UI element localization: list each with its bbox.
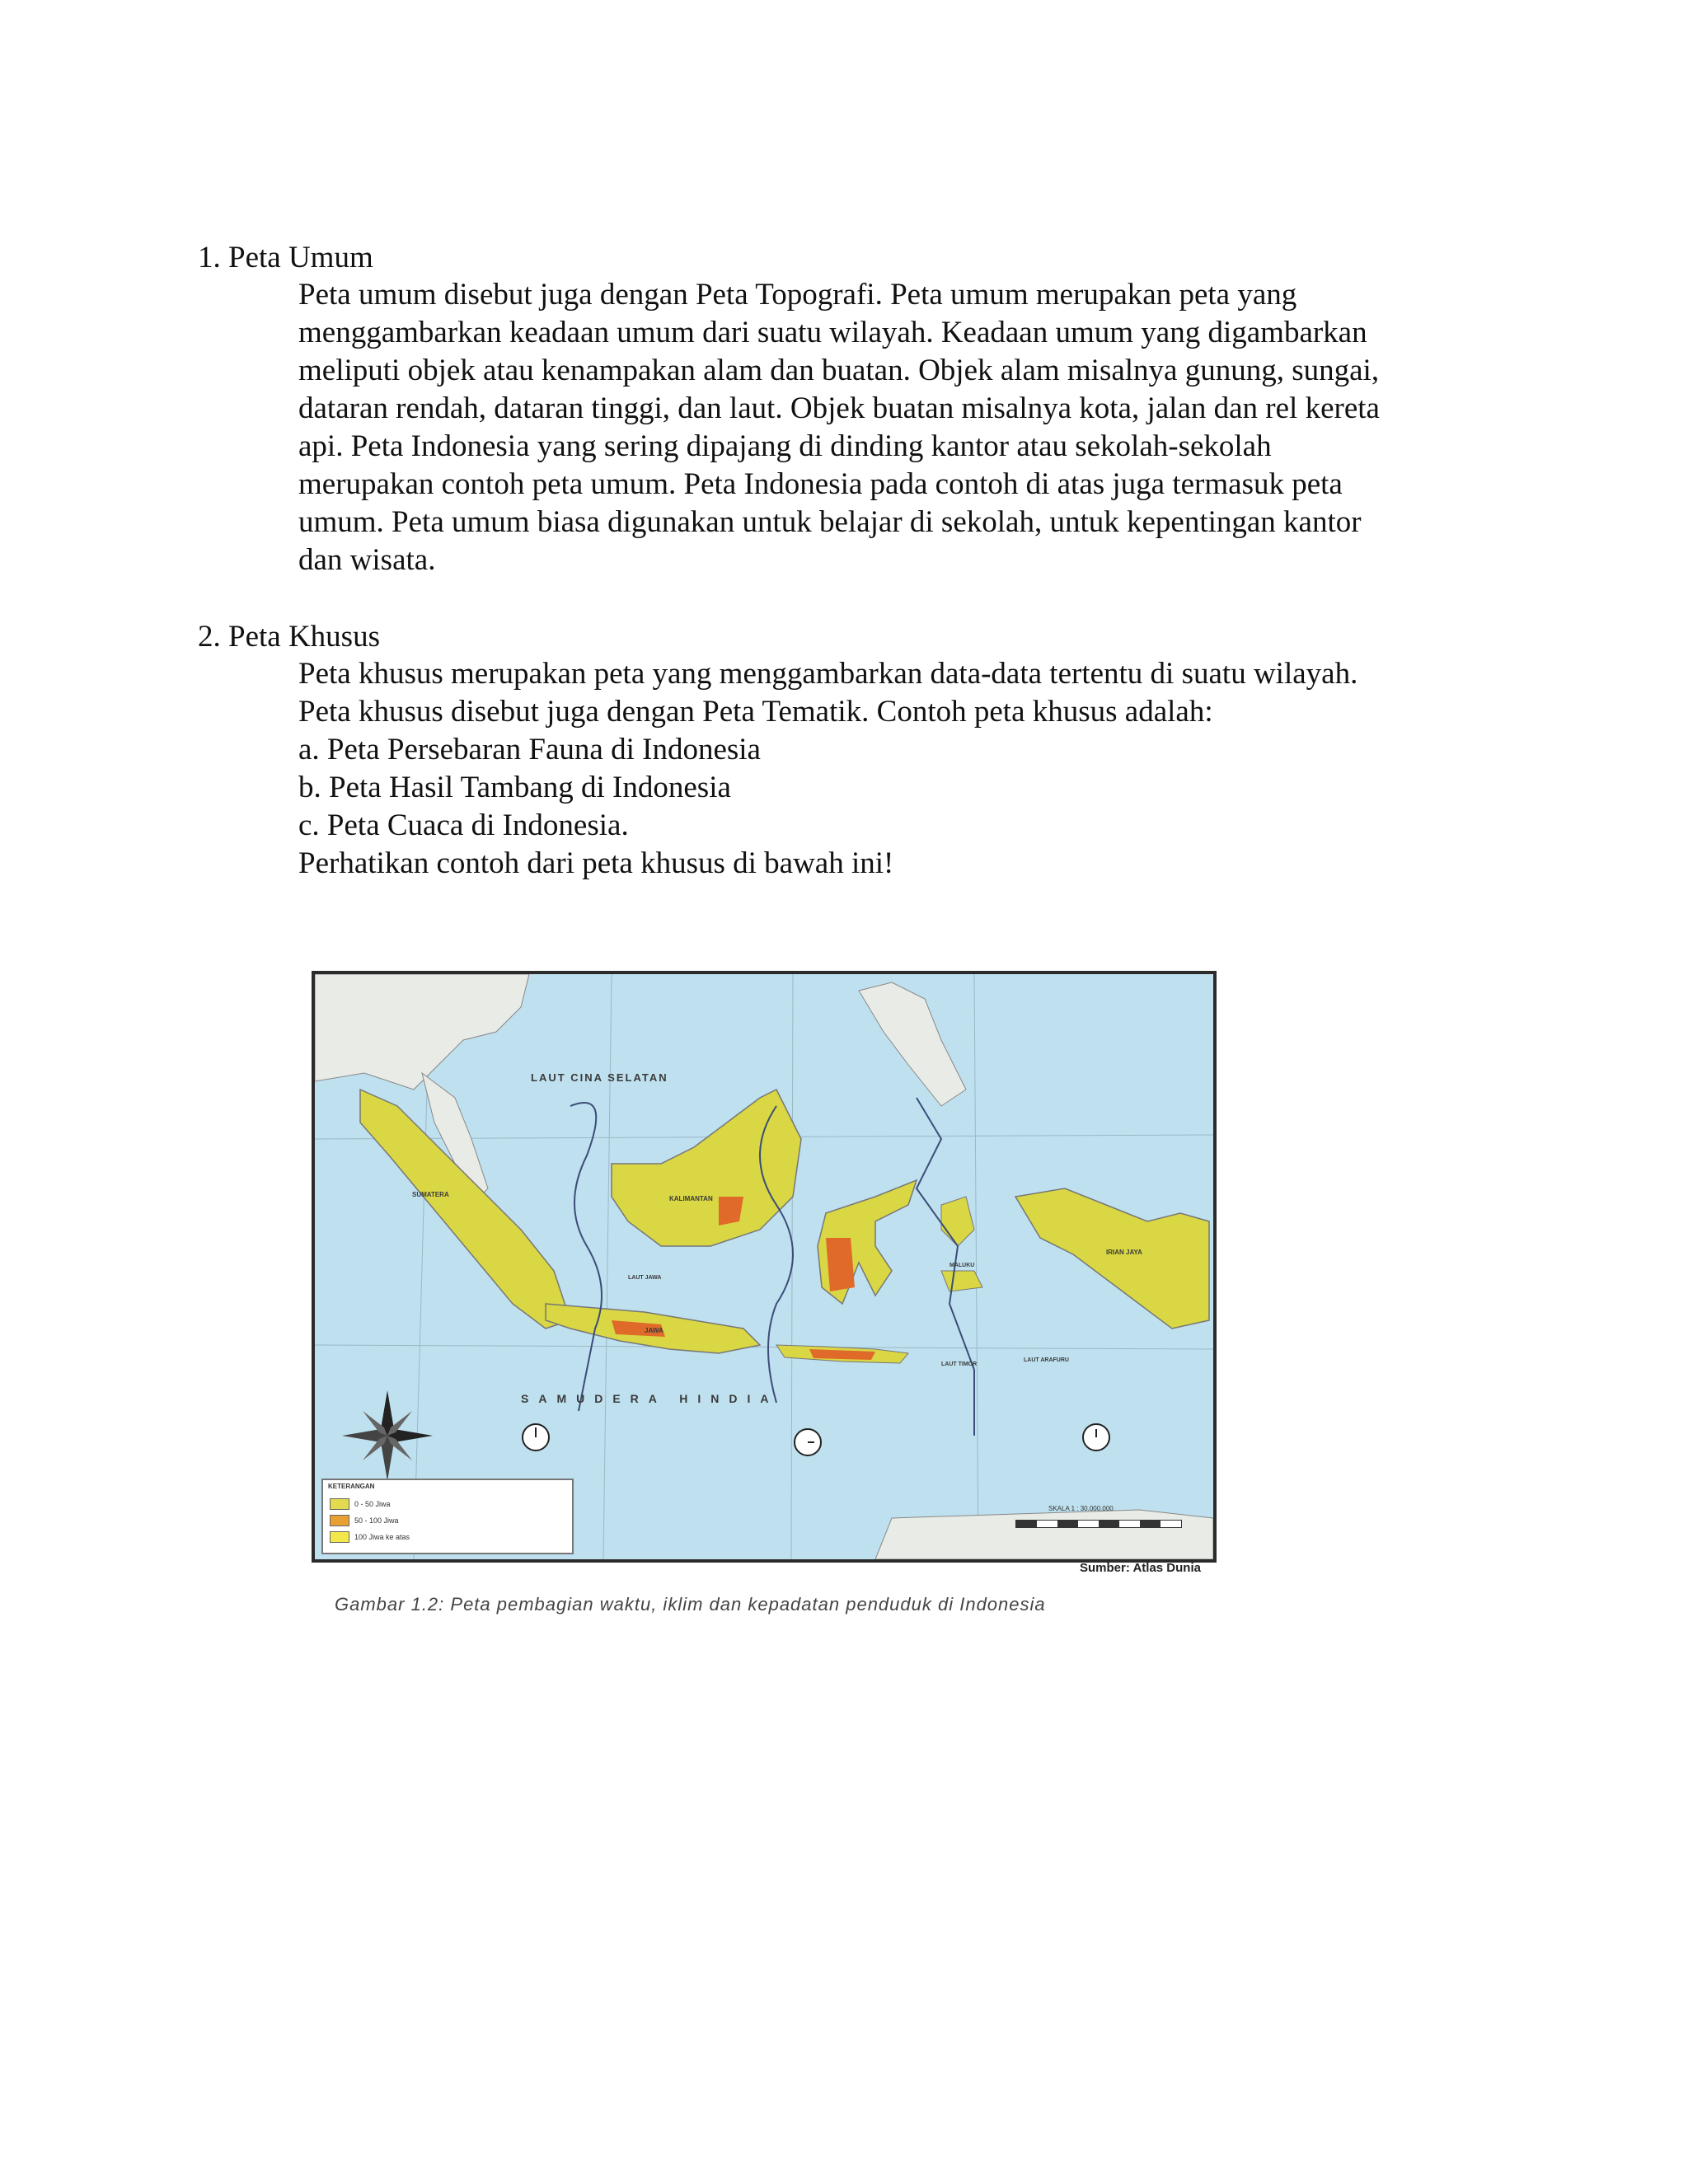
map-graphic (315, 974, 1213, 1559)
list-item: a. Peta Persebaran Fauna di Indonesia (298, 733, 761, 766)
legend-label: 0 - 50 Jiwa (354, 1500, 391, 1508)
island-label: KALIMANTAN (669, 1195, 713, 1202)
section-body-peta-khusus (298, 655, 1502, 883)
philippines (859, 982, 966, 1106)
maluku-islands (941, 1197, 974, 1246)
section-heading-peta-umum: 1. Peta Umum (198, 241, 373, 274)
figure-caption: Gambar 1.2: Peta pembagian waktu, iklim dan kepadatan penduduk di Indonesia (335, 1594, 1046, 1615)
mainland-asia (315, 974, 529, 1090)
legend-label: 100 Jiwa ke atas (354, 1533, 410, 1541)
legend-item (330, 1515, 399, 1526)
section-heading-peta-khusus: 2. Peta Khusus (198, 620, 380, 654)
compass-rose-icon (342, 1390, 433, 1481)
clock-icon (523, 1424, 549, 1451)
island-label: JAWA (645, 1327, 663, 1334)
list-item: b. Peta Hasil Tambang di Indonesia (298, 771, 731, 804)
scale-bar (1015, 1520, 1182, 1528)
sulawesi-dense (826, 1238, 855, 1291)
legend-swatch (330, 1515, 349, 1526)
legend-swatch (330, 1498, 349, 1510)
map-scale (1015, 1505, 1180, 1546)
legend-item (330, 1531, 410, 1543)
scale-title: SKALA 1 : 30.000.000 (1048, 1505, 1114, 1512)
sea-label: LAUT JAWA (628, 1275, 662, 1281)
sea-label: LAUT CINA SELATAN (531, 1071, 668, 1084)
island-label: IRIAN JAYA (1106, 1249, 1142, 1256)
clock-icon (1083, 1424, 1109, 1451)
map-grid (315, 974, 1213, 1559)
sea-label: LAUT TIMOR (941, 1361, 978, 1367)
legend-item (330, 1498, 391, 1510)
paragraph-line: merupakan contoh peta umum. Peta Indonesia pada contoh di atas juga termasuk peta (298, 467, 1343, 501)
paragraph-line: menggambarkan keadaan umum dari suatu wilayah. Keadaan umum yang digambarkan (298, 316, 1367, 349)
island-label: SUMATERA (412, 1191, 449, 1198)
list-item: c. Peta Cuaca di Indonesia. (298, 808, 629, 842)
paragraph-line: Peta khusus merupakan peta yang menggambarkan data-data tertentu di suatu wilayah. (298, 657, 1358, 691)
island-label: MALUKU (950, 1263, 975, 1268)
paragraph-line: umum. Peta umum biasa digunakan untuk belajar di sekolah, untuk kepentingan kantor (298, 505, 1362, 539)
legend-title: KETERANGAN (328, 1483, 375, 1490)
indonesia-thematic-map (312, 971, 1217, 1563)
map-legend (321, 1479, 574, 1554)
paragraph-line: meliputi objek atau kenampakan alam dan buatan. Objek alam misalnya gunung, sungai, (298, 354, 1380, 387)
figure-source: Sumber: Atlas Dunia (1080, 1561, 1201, 1575)
paragraph-line: Perhatikan contoh dari peta khusus di bawah ini! (298, 846, 894, 880)
paragraph-line: Peta umum disebut juga dengan Peta Topografi. Peta umum merupakan peta yang (298, 278, 1297, 312)
paragraph-line: api. Peta Indonesia yang sering dipajang di dinding kantor atau sekolah-sekolah (298, 429, 1272, 463)
papua-island (1015, 1188, 1209, 1329)
section-body-peta-umum (298, 276, 1502, 579)
sea-label: LAUT ARAFURU (1024, 1357, 1069, 1363)
clock-icon (795, 1429, 821, 1455)
legend-swatch (330, 1531, 349, 1543)
sea-label: SAMUDERA HINDIA (521, 1392, 779, 1405)
legend-label: 50 - 100 Jiwa (354, 1516, 399, 1525)
paragraph-line: dan wisata. (298, 543, 436, 577)
paragraph-line: Peta khusus disebut juga dengan Peta Tematik. Contoh peta khusus adalah: (298, 695, 1213, 729)
paragraph-line: dataran rendah, dataran tinggi, dan laut. Objek buatan misalnya kota, jalan dan rel kereta (298, 391, 1380, 425)
